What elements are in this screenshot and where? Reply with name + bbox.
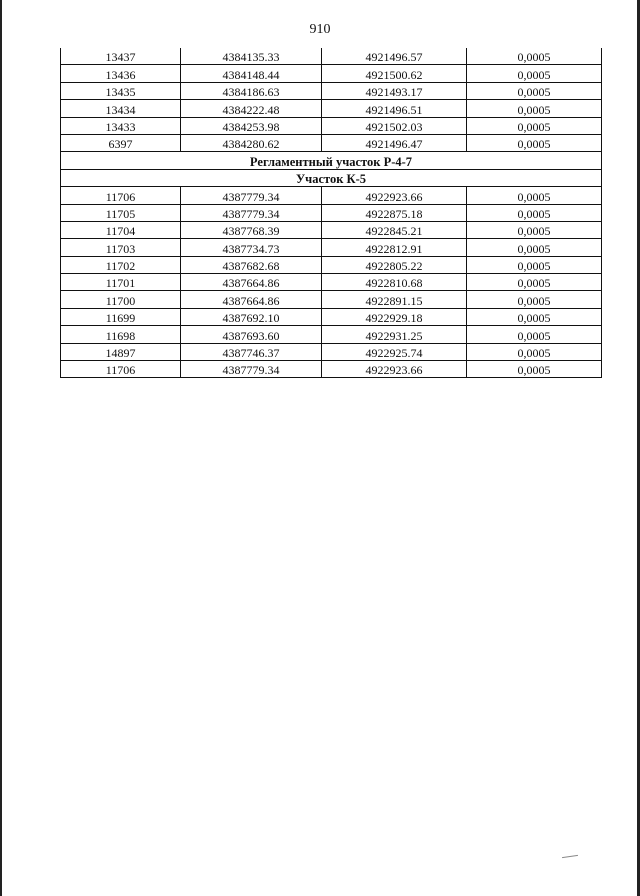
table-row — [61, 221, 602, 238]
y-coordinate-cell: 4922845.21 — [322, 221, 467, 238]
y-coordinate-cell: 4922805.22 — [322, 256, 467, 273]
point-number-cell: 11702 — [61, 256, 181, 273]
point-number-cell: 11698 — [61, 326, 181, 343]
accuracy-cell: 0,0005 — [467, 256, 602, 273]
accuracy-cell: 0,0005 — [467, 308, 602, 325]
table-row — [61, 326, 602, 343]
x-coordinate-cell: 4387779.34 — [181, 204, 322, 221]
x-coordinate-cell: 4387664.86 — [181, 291, 322, 308]
x-coordinate-cell: 4387768.39 — [181, 221, 322, 238]
point-number-cell: 11704 — [61, 221, 181, 238]
y-coordinate-cell: 4921496.51 — [322, 100, 467, 117]
scan-edge-left — [0, 0, 2, 896]
subsection-title: Участок К-5 — [61, 169, 602, 186]
point-number-cell: 13433 — [61, 117, 181, 134]
table-row — [61, 65, 602, 82]
x-coordinate-cell: 4387692.10 — [181, 308, 322, 325]
accuracy-cell: 0,0005 — [467, 204, 602, 221]
section-title: Регламентный участок Р-4-7 — [61, 152, 602, 169]
accuracy-cell: 0,0005 — [467, 291, 602, 308]
y-coordinate-cell: 4921500.62 — [322, 65, 467, 82]
y-coordinate-cell: 4921502.03 — [322, 117, 467, 134]
x-coordinate-cell: 4387664.86 — [181, 274, 322, 291]
table-row — [61, 308, 602, 325]
x-coordinate-cell: 4387734.73 — [181, 239, 322, 256]
accuracy-cell: 0,0005 — [467, 221, 602, 238]
y-coordinate-cell: 4922810.68 — [322, 274, 467, 291]
x-coordinate-cell: 4387693.60 — [181, 326, 322, 343]
table-row — [61, 204, 602, 221]
point-number-cell: 11706 — [61, 187, 181, 204]
accuracy-cell: 0,0005 — [467, 343, 602, 360]
x-coordinate-cell: 4384253.98 — [181, 117, 322, 134]
accuracy-cell: 0,0005 — [467, 48, 602, 65]
table-section-headers — [61, 152, 602, 187]
point-number-cell: 14897 — [61, 343, 181, 360]
table-row — [61, 82, 602, 99]
table-body-top — [61, 48, 602, 152]
accuracy-cell: 0,0005 — [467, 239, 602, 256]
accuracy-cell: 0,0005 — [467, 65, 602, 82]
point-number-cell: 13435 — [61, 82, 181, 99]
accuracy-cell: 0,0005 — [467, 134, 602, 151]
y-coordinate-cell: 4922931.25 — [322, 326, 467, 343]
y-coordinate-cell: 4921496.47 — [322, 134, 467, 151]
pencil-mark — [562, 855, 578, 858]
subsection-row — [61, 169, 602, 186]
point-number-cell: 13437 — [61, 48, 181, 65]
x-coordinate-cell: 4387746.37 — [181, 343, 322, 360]
table-row — [61, 48, 602, 65]
table-row — [61, 256, 602, 273]
accuracy-cell: 0,0005 — [467, 82, 602, 99]
accuracy-cell: 0,0005 — [467, 187, 602, 204]
table-row — [61, 343, 602, 360]
x-coordinate-cell: 4384186.63 — [181, 82, 322, 99]
point-number-cell: 13434 — [61, 100, 181, 117]
x-coordinate-cell: 4387779.34 — [181, 187, 322, 204]
x-coordinate-cell: 4387779.34 — [181, 361, 322, 378]
point-number-cell: 6397 — [61, 134, 181, 151]
y-coordinate-cell: 4922929.18 — [322, 308, 467, 325]
accuracy-cell: 0,0005 — [467, 274, 602, 291]
table-row — [61, 134, 602, 151]
y-coordinate-cell: 4921493.17 — [322, 82, 467, 99]
x-coordinate-cell: 4384135.33 — [181, 48, 322, 65]
point-number-cell: 11705 — [61, 204, 181, 221]
point-number-cell: 11701 — [61, 274, 181, 291]
x-coordinate-cell: 4387682.68 — [181, 256, 322, 273]
accuracy-cell: 0,0005 — [467, 100, 602, 117]
table-row — [61, 239, 602, 256]
point-number-cell: 13436 — [61, 65, 181, 82]
point-number-cell: 11706 — [61, 361, 181, 378]
table-row — [61, 100, 602, 117]
y-coordinate-cell: 4921496.57 — [322, 48, 467, 65]
point-number-cell: 11699 — [61, 308, 181, 325]
x-coordinate-cell: 4384222.48 — [181, 100, 322, 117]
point-number-cell: 11700 — [61, 291, 181, 308]
table-body-bottom — [61, 187, 602, 378]
x-coordinate-cell: 4384280.62 — [181, 134, 322, 151]
point-number-cell: 11703 — [61, 239, 181, 256]
section-row — [61, 152, 602, 169]
x-coordinate-cell: 4384148.44 — [181, 65, 322, 82]
table-row — [61, 291, 602, 308]
y-coordinate-cell: 4922891.15 — [322, 291, 467, 308]
table-row — [61, 274, 602, 291]
y-coordinate-cell: 4922923.66 — [322, 187, 467, 204]
table-row — [61, 117, 602, 134]
y-coordinate-cell: 4922812.91 — [322, 239, 467, 256]
y-coordinate-cell: 4922923.66 — [322, 361, 467, 378]
coordinates-table — [60, 48, 602, 378]
table-row — [61, 361, 602, 378]
accuracy-cell: 0,0005 — [467, 361, 602, 378]
y-coordinate-cell: 4922925.74 — [322, 343, 467, 360]
y-coordinate-cell: 4922875.18 — [322, 204, 467, 221]
page-number: 910 — [309, 22, 331, 37]
table-row — [61, 187, 602, 204]
accuracy-cell: 0,0005 — [467, 326, 602, 343]
accuracy-cell: 0,0005 — [467, 117, 602, 134]
